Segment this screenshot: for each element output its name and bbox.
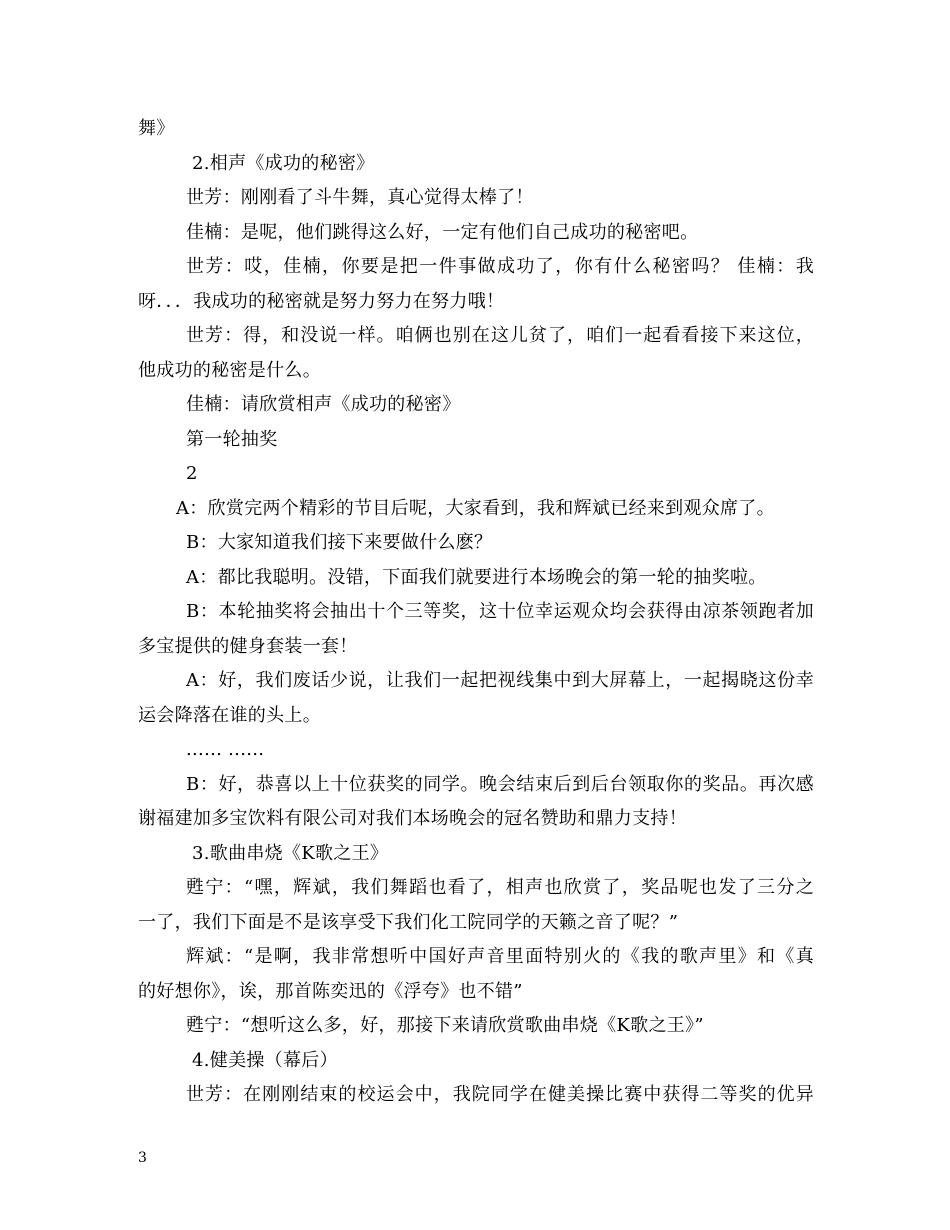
- document-body: [138, 112, 814, 1113]
- text-line: 运会降落在谁的头上。: [138, 704, 321, 726]
- text-line: B：大家知道我们接下来要做什么麽？: [186, 532, 493, 553]
- text-line: 世芳：得，和没说一样。咱俩也别在这儿贫了，咱们一起看看接下来这位，: [186, 325, 814, 346]
- text-line: 舞》: [138, 118, 175, 139]
- text-line: 的好想你》，诶，那首陈奕迅的《浮夸》也不错”: [138, 980, 523, 1002]
- text-line: 他成功的秘密是什么。: [138, 359, 321, 381]
- text-line: 谢福建加多宝饮料有限公司对我们本场晚会的冠名赞助和鼎力支持！: [138, 808, 687, 829]
- section-heading: 2.相声《成功的秘密》: [192, 152, 375, 174]
- text-line: A：好，我们废话少说，让我们一起把视线集中到大屏幕上，一起揭晓这份幸: [186, 670, 814, 691]
- text-line: 辉斌：“是啊，我非常想听中国好声音里面特别火的《我的歌声里》和《真: [186, 946, 814, 967]
- text-line: 世芳：刚刚看了斗牛舞，真心觉得太棒了！: [186, 187, 534, 208]
- text-line: A：欣赏完两个精彩的节目后呢，大家看到，我和辉斌已经来到观众席了。: [176, 497, 775, 519]
- text-line: A：都比我聪明。没错，下面我们就要进行本场晚会的第一轮的抽奖啦。: [186, 566, 767, 588]
- text-line: 呀．．．我成功的秘密就是努力努力在努力哦！: [138, 290, 505, 312]
- text-line: 世芳：哎，佳楠，你要是把一件事做成功了，你有什么秘密吗？ 佳楠：我: [186, 256, 814, 277]
- text-line: B：本轮抽奖将会抽出十个三等奖，这十位幸运观众均会获得由凉茶领跑者加: [186, 601, 814, 622]
- text-line: 世芳：在刚刚结束的校运会中，我院同学在健美操比赛中获得二等奖的优异: [186, 1084, 814, 1105]
- text-line: 2: [186, 463, 198, 484]
- section-heading: 第一轮抽奖: [186, 428, 278, 450]
- text-line: 甦宁：“想听这么多，好，那接下来请欣赏歌曲串烧《K歌之王》”: [186, 1015, 704, 1036]
- page-number: 3: [138, 1150, 147, 1166]
- section-heading: 4.健美操（幕后）: [192, 1049, 338, 1071]
- text-line: 多宝提供的健身套装一套！: [138, 635, 358, 657]
- text-line: 佳楠：是呢，他们跳得这么好，一定有他们自己成功的秘密吧。: [186, 221, 699, 243]
- section-heading: 3.歌曲串烧《K歌之王》: [192, 842, 389, 864]
- text-line: 一了，我们下面是不是该享受下我们化工院同学的天籁之音了呢？”: [138, 911, 679, 933]
- ellipsis-line: ...... ......: [186, 739, 265, 760]
- text-line: 甦宁：“嘿，辉斌，我们舞蹈也看了，相声也欣赏了，奖品呢也发了三分之: [186, 877, 814, 898]
- text-line: B：好，恭喜以上十位获奖的同学。晚会结束后到后台领取你的奖品。再次感: [186, 773, 814, 795]
- text-line: 佳楠：请欣赏相声《成功的秘密》: [186, 394, 461, 415]
